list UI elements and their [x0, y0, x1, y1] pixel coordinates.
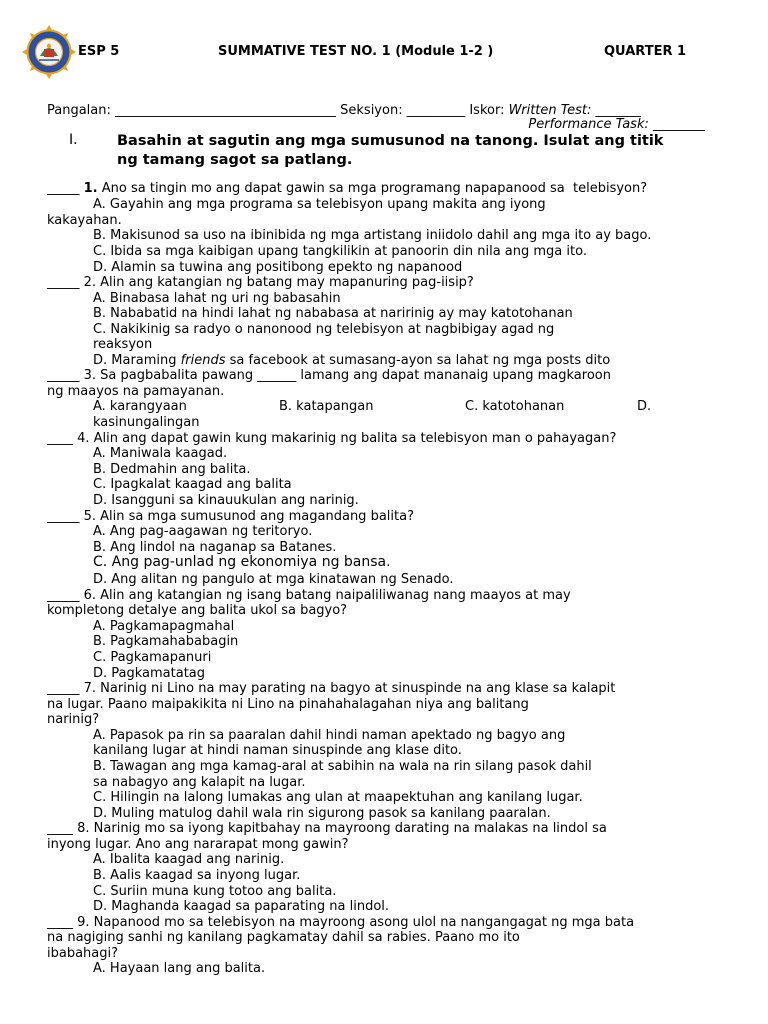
- subject-label: ESP 5: [78, 44, 120, 59]
- q3-option-b: B. katapangan: [279, 399, 374, 414]
- question-9: ____ 9. Napanood mo sa telebisyon na mayroong asong ulol na nangangagat ng mga bata: [47, 915, 635, 930]
- q5-option-d: D. Ang alitan ng pangulo at mga kinatawan ng Senado.: [93, 572, 454, 587]
- q4-option-b: B. Dedmahin ang balita.: [93, 462, 251, 477]
- q2-option-d: D. Maraming friends sa facebook at sumasang-ayon sa lahat ng mga posts dito: [93, 353, 611, 368]
- question-9-cont2: ibabahagi?: [47, 946, 119, 961]
- question-7-cont2: narinig?: [47, 712, 100, 727]
- question-7: _____ 7. Narinig ni Lino na may parating na bagyo at sinuspinde na ang klase sa kalapit: [47, 681, 616, 696]
- question-7-cont: na lugar. Paano maipakikita ni Lino na pinahahalagahan niya ang balitang: [47, 697, 529, 712]
- q3-option-a: A. karangyaan: [93, 399, 187, 414]
- q7-option-b-cont: sa nabagyo ang kalapit na lugar.: [93, 775, 306, 790]
- question-3: _____ 3. Sa pagbabalita pawang ______ lamang ang dapat mananaig upang magkaroon: [47, 368, 611, 383]
- question-1: _____ 1. Ano sa tingin mo ang dapat gawin sa mga programang napapanood sa telebisyon?: [47, 181, 648, 196]
- q1-option-a: A. Gayahin ang mga programa sa telebisyon upang makita ang iyong: [93, 197, 546, 212]
- q7-option-d: D. Muling matulog dahil wala rin sigurong pasok sa kanilang paaralan.: [93, 806, 551, 821]
- q1-option-a-cont: kakayahan.: [47, 213, 122, 228]
- question-3-cont: ng maayos na pamayanan.: [47, 384, 225, 399]
- question-6-cont: kompletong detalye ang balita ukol sa bagyo?: [47, 603, 348, 618]
- section-label: Seksiyon:: [336, 103, 407, 118]
- q4-option-c: C. Ipagkalat kaagad ang balita: [93, 477, 292, 492]
- section-field[interactable]: _________: [406, 103, 466, 118]
- question-9-cont: na nagiging sanhi ng kanilang pagkamatay dahil sa rabies. Paano mo ito: [47, 930, 520, 945]
- q7-option-b: B. Tawagan ang mga kamag-aral at sabihin na wala na rin silang pasok dahil: [93, 759, 592, 774]
- q6-option-b: B. Pagkamahababagin: [93, 634, 239, 649]
- q6-option-d: D. Pagkamatatag: [93, 666, 206, 681]
- q8-option-b: B. Aalis kaagad sa inyong lugar.: [93, 868, 301, 883]
- page-header: [0, 0, 768, 100]
- q4-option-d: D. Isangguni sa kinauukulan ang narinig.: [93, 493, 359, 508]
- q1-option-b: B. Makisunod sa uso na ibinibida ng mga artistang iniidolo dahil ang mga ito ay bago.: [93, 228, 652, 243]
- q9-option-a: A. Hayaan lang ang balita.: [93, 961, 266, 976]
- quarter-label: QUARTER 1: [604, 44, 687, 59]
- q2-option-c: C. Nakikinig sa radyo o nanonood ng telebisyon at nagbibigay agad ng: [93, 322, 555, 337]
- q1-option-c: C. Ibida sa mga kaibigan upang tangkilikin at panoorin din nila ang mga ito.: [93, 244, 587, 259]
- q3-option-c: C. katotohanan: [465, 399, 565, 414]
- performance-line: [528, 117, 705, 132]
- q5-option-b: B. Ang lindol na naganap sa Batanes.: [93, 540, 337, 555]
- answer-blank[interactable]: _____: [47, 181, 84, 196]
- q6-option-a: A. Pagkamapagmahal: [93, 619, 235, 634]
- question-6: _____ 6. Alin ang katangian ng isang batang naipaliliwanag nang maayos at may: [47, 588, 571, 603]
- written-test-field[interactable]: _______: [591, 103, 641, 118]
- instruction-text: Basahin at sagutin ang mga sumusunod na tanong. Isulat ang titik ng tamang sagot sa patlang.: [117, 133, 664, 168]
- performance-task-field[interactable]: ________: [648, 117, 705, 132]
- question-8-cont: inyong lugar. Ano ang nararapat mong gawin?: [47, 837, 349, 852]
- name-field[interactable]: __________________________________: [115, 103, 337, 118]
- student-info-line: [47, 103, 641, 118]
- q8-option-a: A. Ibalita kaagad ang narinig.: [93, 852, 285, 867]
- q5-option-c: C. Ang pag-unlad ng ekonomiya ng bansa.: [93, 554, 391, 570]
- q7-option-c: C. Hilingin na lalong lumakas ang ulan at maapektuhan ang kanilang lugar.: [93, 790, 583, 805]
- q2-option-a: A. Binabasa lahat ng uri ng babasahin: [93, 291, 341, 306]
- section-number: I.: [69, 132, 78, 148]
- q1-option-d: D. Alamin sa tuwina ang positibong epekto ng napanood: [93, 260, 463, 275]
- q2-option-c-cont: reaksyon: [93, 337, 153, 352]
- school-seal-icon: [22, 25, 76, 79]
- name-label: Pangalan:: [47, 103, 116, 118]
- q2-option-b: B. Nababatid na hindi lahat ng nababasa at naririnig ay may katotohanan: [93, 306, 573, 321]
- q7-option-a: A. Papasok pa rin sa paaralan dahil hindi naman apektado ng bagyo ang: [93, 728, 566, 743]
- question-2: _____ 2. Alin ang katangian ng batang may mapanuring pag-iisip?: [47, 275, 474, 290]
- question-number: 1.: [83, 181, 98, 196]
- q7-option-a-cont: kanilang lugar at hindi naman sinuspinde ang klase dito.: [93, 743, 462, 758]
- performance-task-label: Performance Task:: [528, 117, 649, 132]
- q8-option-d: D. Maghanda kaagad sa paparating na lindol.: [93, 899, 390, 914]
- question-4: ____ 4. Alin ang dapat gawin kung makarinig ng balita sa telebisyon man o pahayagan?: [47, 431, 617, 446]
- q3-option-d-cont: kasinungalingan: [93, 415, 200, 430]
- question-5: _____ 5. Alin sa mga sumusunod ang magandang balita?: [47, 509, 414, 524]
- written-test-label: Written Test:: [508, 103, 592, 118]
- q5-option-a: A. Ang pag-aagawan ng teritoryo.: [93, 524, 313, 539]
- q4-option-a: A. Maniwala kaagad.: [93, 446, 228, 461]
- q6-option-c: C. Pagkamapanuri: [93, 650, 212, 665]
- score-label: Iskor:: [465, 103, 509, 118]
- q3-option-d: D.: [637, 399, 652, 414]
- test-title: SUMMATIVE TEST NO. 1 (Module 1-2 ): [218, 44, 494, 59]
- question-8: ____ 8. Narinig mo sa iyong kapitbahay na mayroong darating na malakas na lindol sa: [47, 821, 607, 836]
- q8-option-c: C. Suriin muna kung totoo ang balita.: [93, 884, 337, 899]
